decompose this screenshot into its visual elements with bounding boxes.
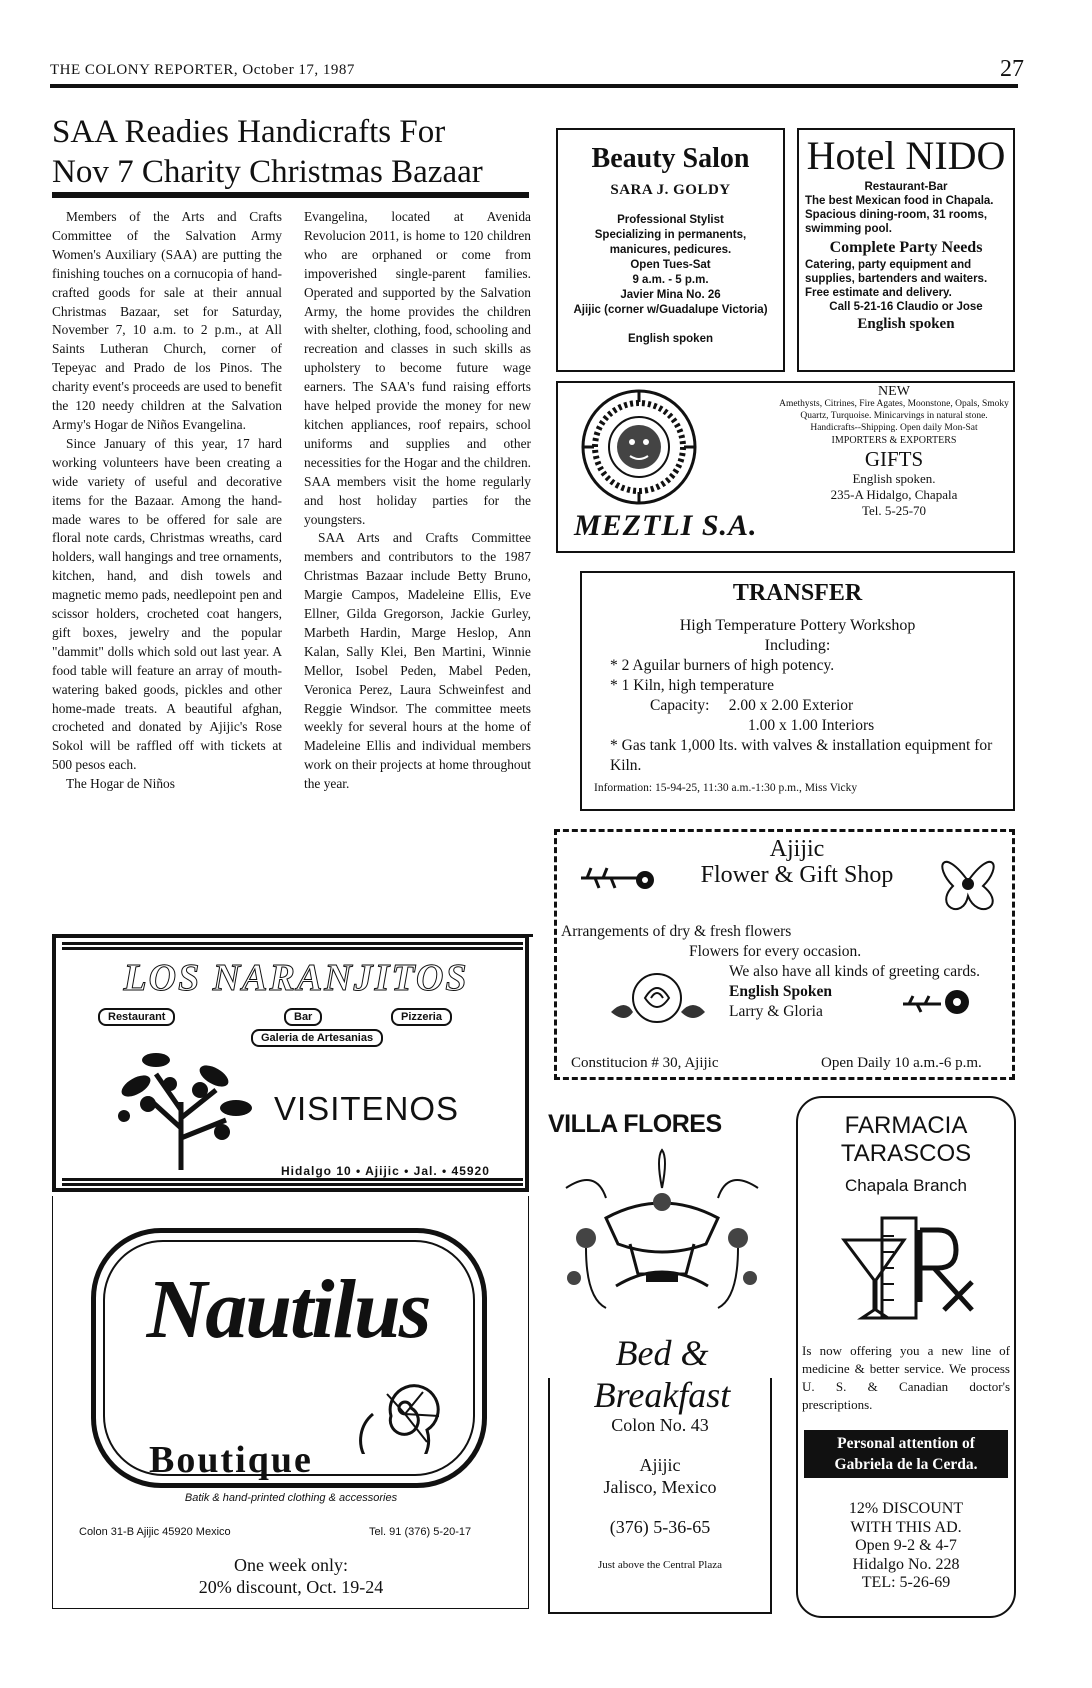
hotel-line: Restaurant-Bar bbox=[864, 181, 948, 193]
discount-line: WITH THIS AD. bbox=[850, 1518, 962, 1536]
promo-line: One week only: bbox=[234, 1555, 348, 1575]
headline-line-1: SAA Readies Handicrafts For bbox=[52, 114, 446, 150]
page-number: 27 bbox=[1000, 56, 1024, 82]
transfer-line: High Temperature Pottery Workshop bbox=[679, 617, 916, 634]
farmacia-title bbox=[798, 1112, 1014, 1168]
flower-shop-address: Constitucion # 30, Ajijic bbox=[571, 1055, 719, 1071]
flower-sprig-icon bbox=[901, 982, 977, 1024]
headline-line-2: Nov 7 Charity Christmas Bazaar bbox=[52, 154, 483, 190]
tag-galeria: Galeria de Artesanias bbox=[251, 1029, 383, 1047]
transfer-items bbox=[610, 656, 1001, 776]
farmacia-text: Is now offering you a new line of medicine & better service. We process U. S. & Canadian doctor's prescriptions. bbox=[802, 1343, 1010, 1412]
address-line: Ajijic bbox=[639, 1455, 681, 1475]
salon-line: Ajijic (corner w/Guadalupe Victoria) bbox=[573, 304, 768, 316]
meztli-line: IMPORTERS & EXPORTERS bbox=[831, 435, 957, 446]
flower-line: Larry & Gloria bbox=[729, 1003, 823, 1020]
tag-pizzeria: Pizzeria bbox=[391, 1008, 452, 1026]
beauty-salon-ad bbox=[556, 128, 785, 372]
villa-flores-note: Just above the Central Plaza bbox=[597, 1559, 723, 1571]
hotel-line: English spoken bbox=[857, 316, 955, 332]
meztli-logo: MEZTLI S.A. bbox=[574, 509, 758, 542]
salon-line: 9 a.m. - 5 p.m. bbox=[632, 274, 709, 286]
farmacia-branch: Chapala Branch bbox=[845, 1176, 967, 1195]
flower-shop-ad bbox=[554, 829, 1015, 1080]
discount-line: Hidalgo No. 228 bbox=[852, 1555, 960, 1573]
article-paragraph: The Hogar de Niños bbox=[66, 776, 175, 792]
hotel-line: Complete Party Needs bbox=[829, 239, 983, 256]
salon-line: English spoken bbox=[628, 333, 713, 345]
beauty-salon-title: Beauty Salon bbox=[591, 143, 750, 174]
farmacia-attention-bar bbox=[804, 1430, 1008, 1478]
nautilus-logo: Nautilus bbox=[146, 1263, 430, 1356]
villa-flores-address bbox=[550, 1414, 770, 1576]
transfer-item: * 2 Aguilar burners of high potency. bbox=[610, 657, 835, 674]
los-naranjitos-logo: LOS NARANJITOS bbox=[123, 957, 469, 999]
salon-line: Professional Stylist bbox=[617, 214, 724, 226]
rose-icon bbox=[601, 962, 713, 1042]
nautilus-subtitle: Boutique bbox=[149, 1439, 313, 1481]
nautilus-ad bbox=[52, 1196, 529, 1609]
hotel-nido-title: Hotel NIDO bbox=[806, 133, 1006, 178]
floral-urn-icon bbox=[546, 1148, 778, 1320]
flower-shop-hours: Open Daily 10 a.m.-6 p.m. bbox=[821, 1055, 982, 1071]
frame-bottom bbox=[548, 1612, 772, 1614]
los-naranjitos-address: Hidalgo 10 • Ajijic • Jal. • 45920 bbox=[281, 1164, 490, 1178]
nautilus-shell-icon bbox=[357, 1374, 453, 1454]
capacity-label: Capacity: bbox=[650, 697, 710, 714]
frame-right bbox=[770, 1378, 772, 1614]
transfer-item: * 1 Kiln, high temperature bbox=[610, 677, 774, 694]
salon-line: Open Tues-Sat bbox=[630, 259, 711, 271]
meztli-line: Amethysts, Citrines, Fire Agates, Moonstone, Opals, Smoky Quartz, Turquoise. Minicarvings in natural stone. Handicrafts--Shipping. Open daily Mon-Sat bbox=[779, 399, 1009, 433]
nautilus-promo bbox=[93, 1554, 489, 1598]
transfer-title: TRANSFER bbox=[732, 580, 863, 606]
meztli-new: NEW bbox=[878, 384, 910, 399]
bed-breakfast-script: Bed & Breakfast bbox=[593, 1333, 731, 1415]
article-column-1 bbox=[52, 208, 282, 794]
capacity-value: 2.00 x 2.00 Exterior bbox=[728, 697, 854, 714]
nautilus-tagline: Batik & hand-printed clothing & accessories bbox=[184, 1492, 398, 1504]
address-line: Colon No. 43 bbox=[611, 1415, 709, 1435]
flower-line: English Spoken bbox=[729, 983, 832, 1000]
aztec-calendar-icon bbox=[580, 388, 698, 506]
lily-flower-icon bbox=[923, 836, 1013, 926]
salon-line: Specializing in permanents, manicures, pedicures. bbox=[594, 229, 747, 256]
villa-flores-ad bbox=[546, 1096, 778, 1618]
attention-line: Gabriela de la Cerda. bbox=[834, 1456, 978, 1473]
flower-line: We also have all kinds of greeting cards. bbox=[729, 963, 980, 980]
meztli-ad bbox=[556, 381, 1015, 553]
headline-rule bbox=[52, 192, 529, 198]
flower-title-line: Ajijic bbox=[769, 836, 825, 862]
transfer-line: Including: bbox=[764, 637, 831, 654]
flower-title-line: Flower & Gift Shop bbox=[700, 862, 894, 888]
meztli-gifts: GIFTS bbox=[864, 447, 924, 471]
flower-line: Flowers for every occasion. bbox=[689, 943, 862, 960]
article-paragraph: Evangelina, located at Avenida Revolucion 2011, is home to 120 children who are orphaned or come from impoverished single-parent families. Operated and supported by the Salvation Army, the home provides the children with shelter, clothing, food, schooling and recreation and classes in such skills as upholstery to become future wage earners. The SAA's fund raising efforts have helped provide the money for new kitchen appliances, roof repairs, school uniforms and supplies and other necessities for the Hogar and the children. SAA members visit the home regularly and host holiday parties for the youngsters. bbox=[304, 209, 531, 527]
nautilus-address: Colon 31-B Ajijic 45920 Mexico bbox=[79, 1526, 231, 1538]
article-paragraph: Since January of this year, 17 hard working volunteers have been creating a wide variety of useful and decorative items for the Bazaar. Among the hand-made wares to be offered for sale are floral note cards, Christmas wreaths, card holders, wall hangings and tree ornaments, kitchen, hand, and dish towels and magnetic memo pads, needlepoint pen and scissor holders, crocheted coat hangers, gift boxes, jewelry and the popular "dammit" dolls which sold out last year. A food table will feature an array of mouth-watering baked goods, pickles and other home-made treats. A beautiful afghan, crocheted and donated by Ajijic's Rose Sokol will be raffled off with tickets at 500 pesos each. bbox=[52, 435, 282, 773]
villa-flores-phone: (376) 5-36-65 bbox=[609, 1517, 711, 1537]
nautilus-phone: Tel. 91 (376) 5-20-17 bbox=[369, 1526, 472, 1538]
flower-sprig-icon bbox=[577, 848, 661, 898]
transfer-info: Information: 15-94-25, 11:30 a.m.-1:30 p.m., Miss Vicky bbox=[594, 782, 858, 794]
attention-line: Personal attention of bbox=[837, 1435, 975, 1452]
article-column-2 bbox=[304, 208, 531, 794]
promo-line: 20% discount, Oct. 19-24 bbox=[198, 1577, 384, 1597]
publication-line: THE COLONY REPORTER, October 17, 1987 bbox=[50, 62, 355, 78]
meztli-text bbox=[776, 385, 1012, 519]
capacity-value: 1.00 x 1.00 Interiors bbox=[748, 717, 875, 734]
article-headline bbox=[52, 112, 532, 192]
meztli-line: Tel. 5-25-70 bbox=[861, 503, 927, 518]
decorative-border bbox=[62, 1178, 523, 1186]
discount-line: Open 9-2 & 4-7 bbox=[855, 1537, 957, 1554]
flower-line: Arrangements of dry & fresh flowers bbox=[561, 923, 792, 940]
beauty-salon-details bbox=[566, 213, 775, 347]
villa-flores-title: VILLA FLORES bbox=[548, 1110, 722, 1138]
transfer-ad bbox=[580, 571, 1015, 811]
salon-line: Javier Mina No. 26 bbox=[620, 289, 721, 301]
discount-line: 12% DISCOUNT bbox=[848, 1500, 964, 1517]
farmacia-title-line: FARMACIA bbox=[844, 1112, 968, 1139]
hotel-line: Catering, party equipment and supplies, bartenders and waiters. Free estimate and delivery. bbox=[805, 259, 988, 299]
farmacia-discount bbox=[798, 1500, 1014, 1593]
orange-tree-icon bbox=[96, 1046, 266, 1170]
header-rule bbox=[50, 84, 1018, 88]
beauty-salon-owner: SARA J. GOLDY bbox=[610, 182, 731, 198]
hotel-line: Call 5-21-16 Claudio or Jose bbox=[829, 301, 983, 313]
meztli-line: English spoken. bbox=[852, 471, 936, 486]
flower-shop-title bbox=[677, 836, 917, 888]
address-line: Jalisco, Mexico bbox=[603, 1477, 717, 1497]
article-paragraph: SAA Arts and Crafts Committee members and contributors to the 1987 Christmas Bazaar include Betty Bruno, Margie Campos, Madeleine Ellis, Eve Ellner, Gilda Gregorson, Jackie Gurley, Marbeth Hardin, Marge Heslop, Ann Kalan, Sally Klei, Ben Martini, Winnie Mellor, Isobel Peden, Mabel Peden, Veronica Perez, Laura Schweinfest and Reggie Windsor. The committee meets weekly for several hours at the home of Madeleine Ellis and individual members work on their projects at home throughout the year. bbox=[304, 530, 531, 792]
farmacia-title-line: TARASCOS bbox=[840, 1140, 972, 1167]
hotel-line: The best Mexican food in Chapala. Spacious dining-room, 31 rooms, swimming pool. bbox=[805, 195, 994, 235]
meztli-line: 235-A Hidalgo, Chapala bbox=[830, 487, 958, 502]
article-paragraph: Members of the Arts and Crafts Committee of the Salvation Army Women's Auxiliary (SAA) are putting the finishing touches on a cornucopia of hand-crafted goods for sale at their annual Christmas Bazaar, set for Saturday, November 7, 10 a.m. to 2 p.m., at All Saints Lutheran Church, corner of Tepeyac and Prado de los Pinos. The charity event's proceeds are used to benefit the 120 needy children at the Salvation Army's Hogar de Niños Evangelina. bbox=[52, 209, 282, 432]
decorative-border bbox=[62, 942, 523, 950]
tag-restaurant: Restaurant bbox=[98, 1008, 175, 1026]
tag-bar: Bar bbox=[284, 1008, 322, 1026]
transfer-item: * Gas tank 1,000 lts. with valves & installation equipment for Kiln. bbox=[610, 737, 993, 774]
pharmacy-rx-icon bbox=[834, 1206, 984, 1326]
visitenos-text: VISITENOS bbox=[274, 1090, 460, 1127]
discount-line: TEL: 5-26-69 bbox=[861, 1574, 951, 1591]
hotel-nido-ad bbox=[797, 128, 1015, 372]
los-naranjitos-ad bbox=[52, 934, 529, 1192]
farmacia-tarascos-ad bbox=[796, 1096, 1016, 1618]
